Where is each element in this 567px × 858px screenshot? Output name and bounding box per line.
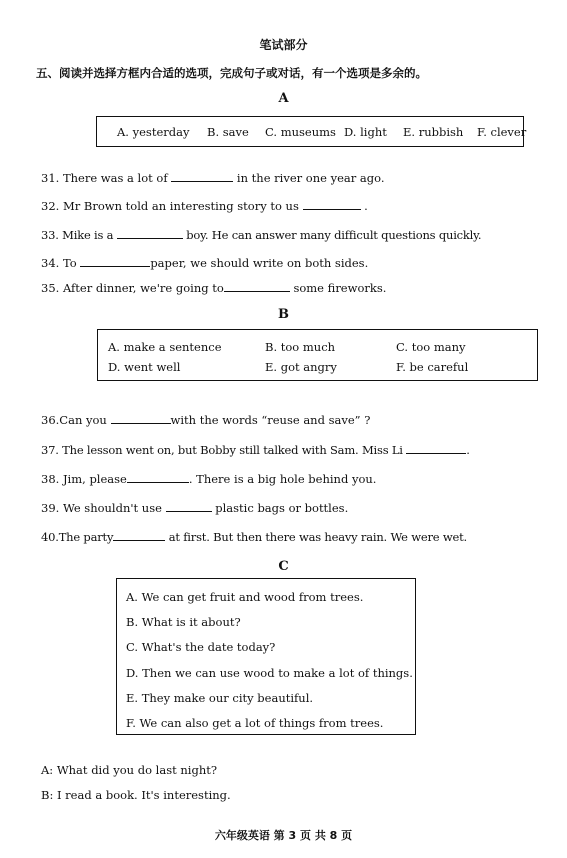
section-instruction: 五、阅读并选择方框内合适的选项，完成句子或对话，有一个选项是多余的。 xyxy=(36,66,427,80)
section-c-options-box xyxy=(116,578,416,735)
question-33: 33. Mike is a boy. He can answer many difficult questions quickly. xyxy=(41,228,482,242)
option-d-went-well: D. went well xyxy=(108,360,181,374)
section-c-label: C xyxy=(278,559,289,574)
answer-blank-33[interactable] xyxy=(117,228,183,239)
option-b-what-is-it-about: B. What is it about? xyxy=(126,615,241,629)
option-d-light: D. light xyxy=(344,125,387,139)
option-c-too-many: C. too many xyxy=(396,340,466,354)
option-c-museums: C. museums xyxy=(265,125,336,139)
page-title: 笔试部分 xyxy=(259,38,308,52)
page-footer: 六年级英语 第 3 页 共 8 页 xyxy=(214,829,353,842)
answer-blank-31[interactable] xyxy=(171,171,233,182)
question-36: 36.Can you with the words “reuse and save” ? xyxy=(41,413,371,427)
question-35: 35. After dinner, we're going to some fireworks. xyxy=(41,281,387,295)
option-e-city-beautiful: E. They make our city beautiful. xyxy=(126,691,314,705)
question-38: 38. Jim, please . There is a big hole behind you. xyxy=(41,472,377,486)
option-a-fruit-and-wood: A. We can get fruit and wood from trees. xyxy=(126,590,364,604)
question-37: 37. The lesson went on, but Bobby still talked with Sam. Miss Li . xyxy=(41,443,470,457)
question-32: 32. Mr Brown told an interesting story to us . xyxy=(41,199,368,213)
option-a-make-a-sentence: A. make a sentence xyxy=(108,340,222,354)
section-b-options-box xyxy=(97,329,538,381)
answer-blank-35[interactable] xyxy=(224,281,290,292)
option-e-rubbish: E. rubbish xyxy=(403,125,464,139)
answer-blank-36[interactable] xyxy=(111,413,171,424)
option-f-clever: F. clever xyxy=(477,125,527,139)
section-a-options-box xyxy=(96,116,527,147)
option-f-things-from-trees: F. We can also get a lot of things from trees. xyxy=(126,716,384,730)
question-34: 34. To paper, we should write on both sides. xyxy=(41,256,369,270)
dialogue-line-b: B: I read a book. It's interesting. xyxy=(41,788,231,802)
option-b-save: B. save xyxy=(207,125,249,139)
answer-blank-39[interactable] xyxy=(166,501,212,512)
section-b-label: B xyxy=(278,307,289,322)
dialogue-line-a: A: What did you do last night? xyxy=(41,763,218,777)
option-a-yesterday: A. yesterday xyxy=(117,125,190,139)
section-a-label: A xyxy=(278,91,289,106)
answer-blank-34[interactable] xyxy=(80,256,150,267)
option-e-got-angry: E. got angry xyxy=(265,360,337,374)
option-b-too-much: B. too much xyxy=(265,340,336,354)
answer-blank-37[interactable] xyxy=(406,443,466,454)
answer-blank-40[interactable] xyxy=(113,530,165,541)
answer-blank-32[interactable] xyxy=(303,199,361,210)
answer-blank-38[interactable] xyxy=(127,472,189,483)
option-d-use-wood: D. Then we can use wood to make a lot of things. xyxy=(126,666,413,680)
question-31: 31. There was a lot of in the river one year ago. xyxy=(41,171,385,185)
question-39: 39. We shouldn't use plastic bags or bottles. xyxy=(41,501,349,515)
question-40: 40.The party at first. But then there was heavy rain. We were wet. xyxy=(41,530,467,544)
option-f-be-careful: F. be careful xyxy=(396,360,469,374)
option-c-date-today: C. What's the date today? xyxy=(126,640,276,654)
